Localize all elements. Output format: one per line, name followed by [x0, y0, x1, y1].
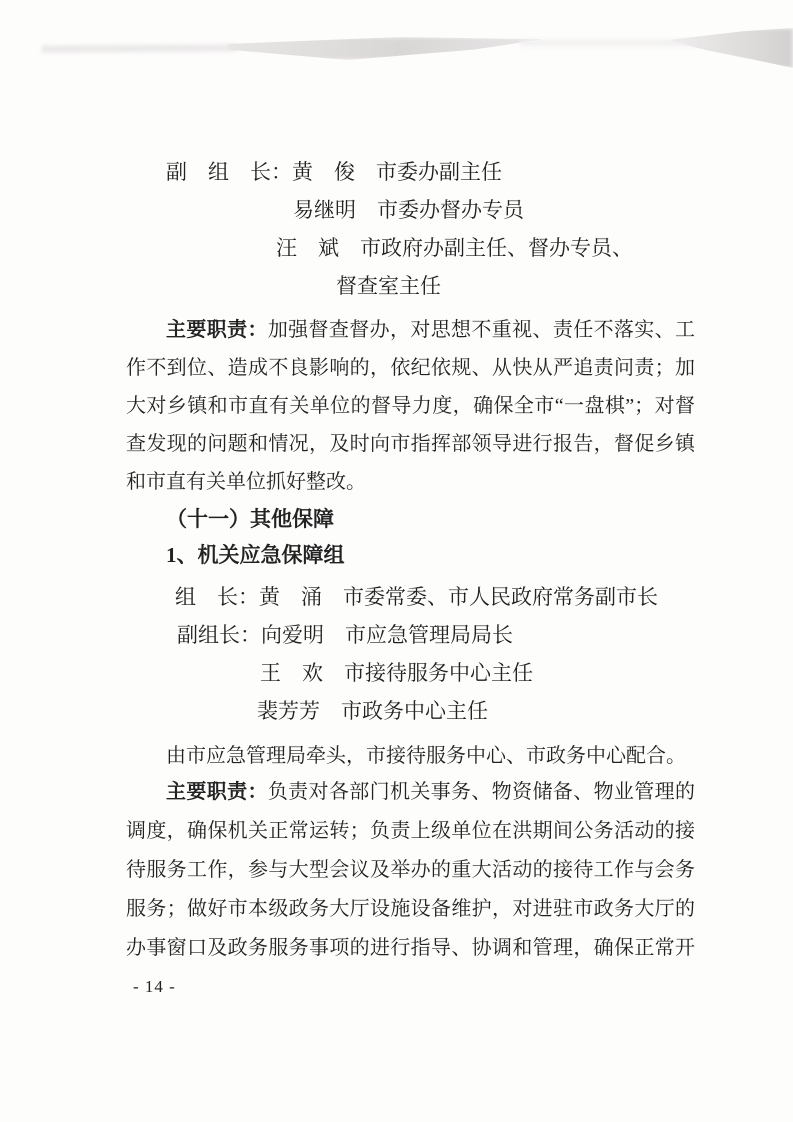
duties-label: 主要职责：	[166, 781, 268, 803]
paragraph-line: 待服务工作，参与大型会议及举办的重大活动的接待工作与会务	[126, 859, 695, 881]
paragraph-line: 查发现的问题和情况，及时向市指挥部领导进行报告，督促乡镇	[126, 433, 695, 455]
sub-heading: 1、机关应急保障组	[166, 543, 345, 567]
roster-line-member: 王 欢 市接待服务中心主任	[260, 661, 533, 685]
roster-line-member: 汪 斌 市政府办副主任、督办专员、	[276, 236, 633, 260]
paragraph-line: 服务；做好市本级政务大厅设施设备维护，对进驻市政务大厅的	[126, 898, 695, 920]
paragraph-line: 大对乡镇和市直有关单位的督导力度，确保全市“一盘棋”；对督	[126, 395, 695, 417]
paragraph-line: 作不到位、造成不良影响的，依纪依规、从快从严追责问责；加	[126, 357, 695, 379]
scan-artifact-top-right	[668, 28, 793, 68]
roster-line-member: 易继明 市委办督办专员	[293, 198, 524, 222]
roster-line-title-wrap: 督查室主任	[336, 274, 441, 298]
duties-paragraph-supervision	[126, 311, 695, 501]
paragraph-text: 加强督查督办，对思想不重视、责任不落实、工	[267, 319, 696, 341]
duties-paragraph-logistics	[126, 773, 695, 968]
scan-artifact-top-left	[42, 44, 237, 52]
section-heading: （十一）其他保障	[166, 507, 334, 531]
lead-agency-line: 由市应急管理局牵头，市接待服务中心、市政务中心配合。	[166, 745, 686, 767]
paragraph-line	[126, 311, 695, 349]
scan-artifact-top-center	[228, 37, 543, 60]
roster-line-deputy-leader: 副 组 长：黄 俊 市委办副主任	[166, 160, 502, 184]
paragraph-line: 调度，确保机关正常运转；负责上级单位在洪期间公务活动的接	[126, 820, 695, 842]
paragraph-line: 和市直有关单位抓好整改。	[126, 471, 366, 493]
paragraph-line: 办事窗口及政务服务事项的进行指导、协调和管理，确保正常开	[126, 937, 695, 959]
roster-line-deputy-leader: 副组长：向爱明 市应急管理局局长	[177, 623, 513, 647]
paragraph-line	[126, 773, 695, 812]
paragraph-text: 负责对各部门机关事务、物资储备、物业管理的	[267, 781, 696, 803]
page-number: - 14 -	[133, 977, 176, 996]
roster-line-leader: 组 长：黄 涌 市委常委、市人民政府常务副市长	[175, 585, 658, 609]
emergency-support-group-roster	[126, 578, 695, 730]
duties-label: 主要职责：	[166, 319, 268, 341]
scan-artifact-top-streak	[520, 40, 770, 46]
roster-line-member: 裴芳芳 市政务中心主任	[257, 699, 488, 723]
deputy-leader-roster	[126, 153, 695, 305]
